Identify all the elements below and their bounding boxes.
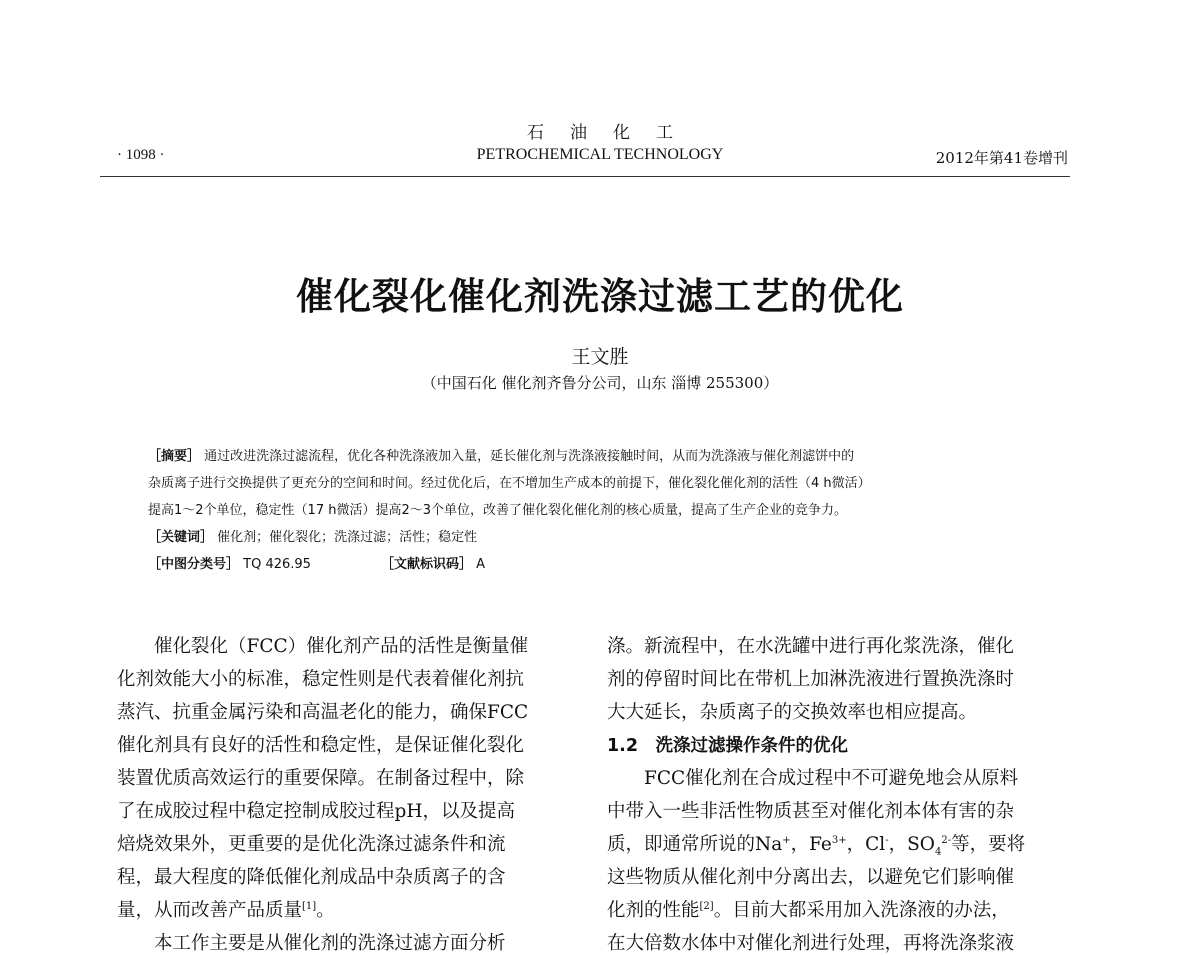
body-line: 本工作主要是从催化剂的洗涤过滤方面分析 (117, 933, 506, 954)
body-text: 。目前大都采用加入洗涤液的办法， (713, 900, 1010, 921)
journal-name-cn: 石油化工 (527, 123, 699, 143)
body-text: 量，从而改善产品质量 (117, 900, 303, 921)
article-title: 催化裂化催化剂洗涤过滤工艺的优化 (296, 275, 904, 318)
subscript: 4 (934, 846, 942, 858)
citation-ref: [1] (302, 900, 317, 912)
issue-info: 2012年第41卷增刊 (935, 149, 1068, 167)
body-line: 程，最大程度的降低催化剂成品中杂质离子的含 (117, 867, 506, 888)
body-line: 在大倍数水体中对催化剂进行处理，再将洗涤浆液 (607, 933, 1015, 954)
body-line: 剂的停留时间比在带机上加淋洗液进行置换洗涤时 (607, 669, 1015, 690)
body-text: 化剂的性能 (607, 900, 700, 921)
body-text: 。 (316, 900, 335, 921)
body-line: 了在成胶过程中稳定控制成胶过程pH，以及提高 (117, 801, 515, 822)
charge: 2- (941, 834, 952, 846)
body-line: 中带入一些非活性物质甚至对催化剂本体有害的杂 (607, 801, 1015, 822)
body-line: 装置优质高效运行的重要保障。在制备过程中，除 (117, 768, 525, 789)
citation-ref: [2] (699, 900, 714, 912)
body-text: 等，要将 (951, 834, 1026, 855)
clc-code: TQ 426.95 (243, 557, 311, 572)
charge: + (782, 834, 791, 846)
classification-line (148, 553, 485, 572)
body-text: 质，即通常所说的Na (607, 834, 783, 855)
clc-label: ［中图分类号］ (148, 557, 240, 572)
abstract-line: 提高1～2个单位，稳定性（17 h微活）提高2～3个单位，改善了催化裂化催化剂的核心质量，提高了生产企业的竞争力。 (148, 503, 847, 518)
abstract-text: 通过改进洗涤过滤流程，优化各种洗涤液加入量，延长催化剂与洗涤液接触时间，从而为洗涤液与催化剂滤饼中的 (204, 449, 855, 464)
body-line: 化剂效能大小的标准，稳定性则是代表着催化剂抗 (117, 669, 525, 690)
body-line: 焙烧效果外，更重要的是优化洗涤过滤条件和流 (117, 834, 506, 855)
body-line: 大大延长，杂质离子的交换效率也相应提高。 (607, 702, 978, 723)
page-number: · 1098 · (117, 147, 165, 163)
body-line (607, 830, 1047, 858)
body-line: 催化剂具有良好的活性和稳定性，是保证催化裂化 (117, 735, 525, 756)
affiliation: （中国石化 催化剂齐鲁分公司，山东 淄博 255300） (421, 374, 779, 392)
abstract-label: ［摘要］ (148, 449, 201, 464)
body-line (117, 896, 547, 922)
abstract-line (148, 445, 854, 464)
keywords-label: ［关键词］ (148, 530, 214, 545)
charge: - (885, 834, 889, 846)
body-line: 蒸汽、抗重金属污染和高温老化的能力，确保FCC (117, 702, 529, 723)
body-text: ，SO (888, 834, 935, 855)
body-line: 涤。新流程中，在水洗罐中进行再化浆洗涤，催化 (607, 636, 1015, 657)
body-text: ，Fe (790, 834, 832, 855)
keywords-line (148, 526, 477, 545)
body-line: 催化裂化（FCC）催化剂产品的活性是衡量催 (117, 636, 529, 657)
section-heading: 1.2 洗涤过滤操作条件的优化 (607, 736, 849, 756)
charge: 3+ (831, 834, 847, 846)
body-line: 这些物质从催化剂中分离出去，以避免它们影响催 (607, 867, 1015, 888)
header-rule (100, 176, 1070, 177)
body-line (607, 896, 1047, 922)
author: 王文胜 (571, 346, 629, 368)
body-text: ，Cl (846, 834, 886, 855)
doc-code-label: ［文献标识码］ (380, 557, 472, 572)
journal-name-en: PETROCHEMICAL TECHNOLOGY (476, 146, 724, 163)
abstract-line: 杂质离子进行交换提供了更充分的空间和时间。经过优化后，在不增加生产成本的前提下，催化裂化催化剂的活性（4 h微活） (148, 476, 871, 491)
body-line: FCC催化剂在合成过程中不可避免地会从原料 (607, 768, 1019, 789)
doc-code: A (476, 557, 486, 572)
keywords: 催化剂；催化裂化；洗涤过滤；活性；稳定性 (217, 530, 478, 545)
